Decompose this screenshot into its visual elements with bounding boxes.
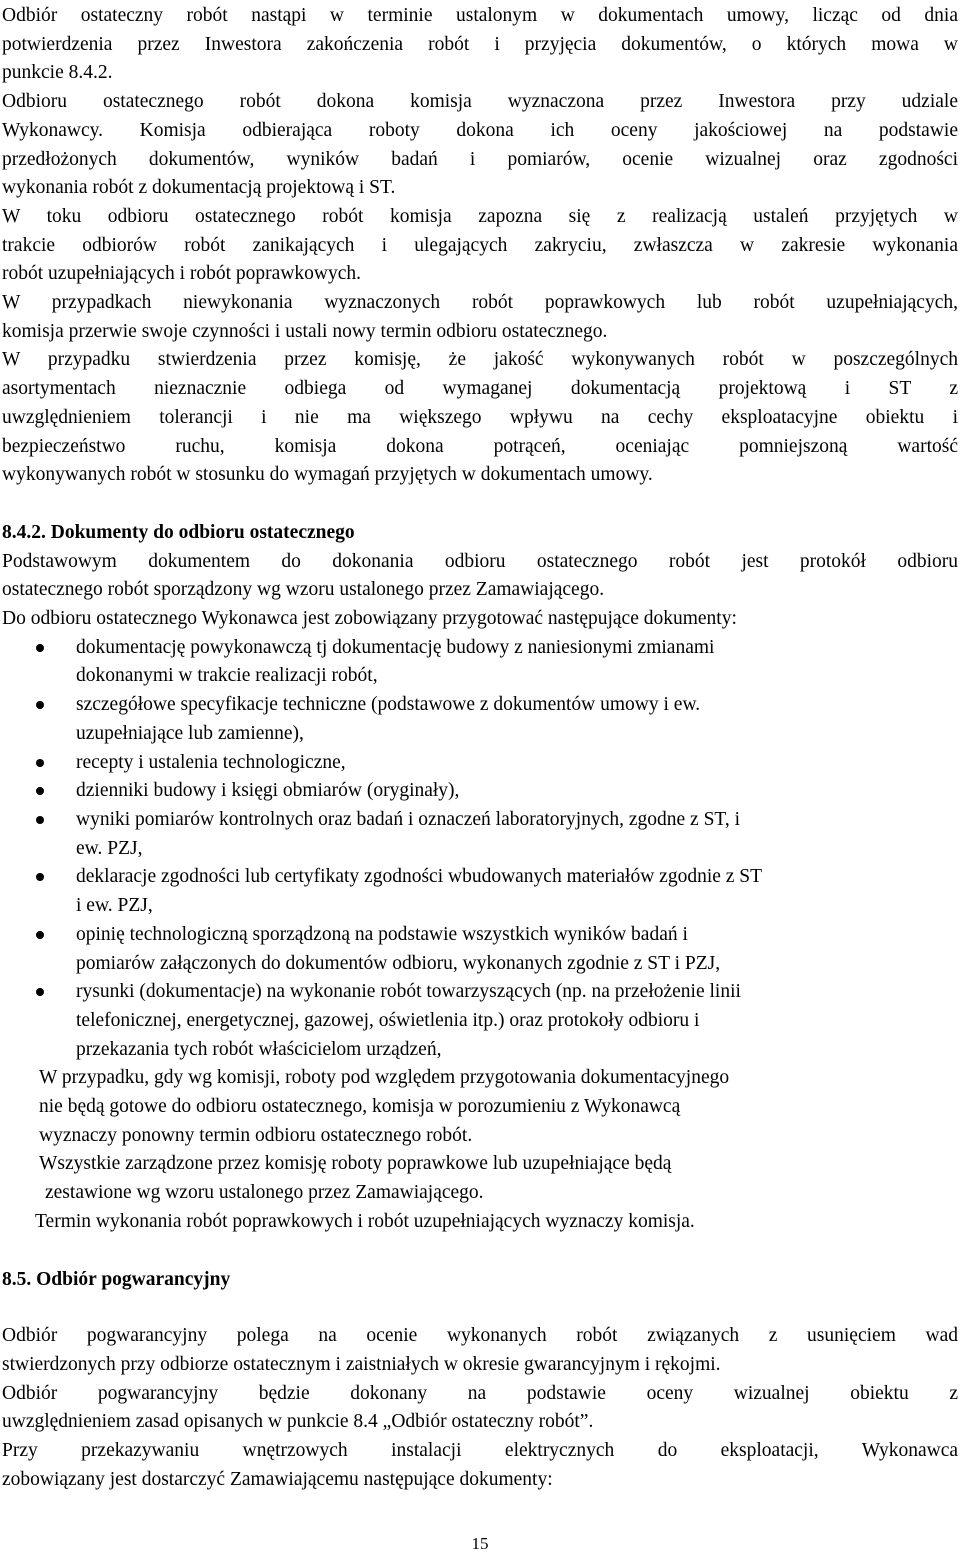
text-line: punkcie 8.4.2.	[2, 62, 113, 84]
paragraph-pogwarancyjny-1	[2, 1322, 958, 1379]
text-line: W przypadku, gdy wg komisji, roboty pod względem przygotowania dokumentacyjnego	[39, 1067, 730, 1089]
text-line: uwzględnieniem tolerancji i nie ma większego wpływu na cechy eksploatacyjne obiektu i	[2, 406, 958, 428]
top-paragraphs	[2, 0, 958, 490]
text-line: W toku odbioru ostatecznego robót komisja zapozna się z realizacją ustaleń przyjętych w	[2, 205, 958, 227]
text-line: i ew. PZJ,	[76, 895, 153, 917]
paragraph-w-toku	[2, 203, 958, 289]
text-line: zobowiązany jest dostarczyć Zamawiającemu następujące dokumenty:	[2, 1468, 553, 1490]
text-line: W przypadku stwierdzenia przez komisję, że jakość wykonywanych robót w poszczególnych	[2, 349, 958, 371]
text-line: potwierdzenia przez Inwestora zakończenia robót i przyjęcia dokumentów, o których mowa w	[2, 33, 958, 55]
section-heading	[2, 1266, 958, 1295]
bullet-icon	[36, 931, 44, 939]
text-line: Wszystkie zarządzone przez komisję roboty poprawkowe lub uzupełniające będą	[39, 1153, 672, 1175]
bullet-icon	[36, 787, 44, 795]
spacer	[2, 1294, 958, 1322]
text-line: trakcie odbiorów robót zanikających i ulegających zakryciu, zwłaszcza w zakresie wykonania	[2, 234, 958, 256]
text-line: uzupełniające lub zamienne),	[76, 722, 304, 744]
paragraph-stwierdzenia	[2, 346, 958, 490]
text-line: deklaracje zgodności lub certyfikaty zgodności wbudowanych materiałów zgodnie z ST	[76, 866, 763, 888]
text-line: robót uzupełniających i robót poprawkowych.	[2, 263, 362, 285]
bullet-icon	[36, 644, 44, 652]
list-item	[2, 691, 958, 748]
text-line: zestawione wg wzoru ustalonego przez Zamawiającego.	[45, 1182, 484, 1204]
text-line: asortymentach nieznacznie odbiega od wymaganej dokumentacją projektową i ST z	[2, 378, 958, 400]
text-line: dzienniki budowy i księgi obmiarów (oryginały),	[76, 780, 460, 802]
section-8-5	[2, 1266, 958, 1495]
text-line: wyniki pomiarów kontrolnych oraz badań i oznaczeń laboratoryjnych, zgodne z ST, i	[76, 808, 741, 830]
text-line: Przy przekazywaniu wnętrzowych instalacji elektrycznych do eksploatacji, Wykonawca	[2, 1440, 958, 1462]
text-line: Odbiór ostateczny robót nastąpi w terminie ustalonym w dokumentach umowy, licząc od dnia	[2, 5, 958, 26]
paragraph-protokol	[2, 548, 958, 605]
list-item	[2, 806, 958, 863]
bullet-icon	[36, 759, 44, 767]
list-item	[2, 863, 958, 920]
text-line: nie będą gotowe do odbioru ostatecznego, komisja w porozumieniu z Wykonawcą	[39, 1096, 681, 1118]
text-line: recepty i ustalenia technologiczne,	[76, 751, 346, 773]
text-line: Odbiór pogwarancyjny będzie dokonany na podstawie oceny wizualnej obiektu z	[2, 1382, 958, 1404]
bullet-icon	[36, 988, 44, 996]
section-number: 8.5.	[2, 1268, 32, 1290]
text-line: Odbiór pogwarancyjny polega na ocenie wykonanych robót związanych z usunięciem wad	[2, 1325, 958, 1347]
text-line: opinię technologiczną sporządzoną na podstawie wszystkich wyników badań i	[76, 923, 688, 945]
paragraph-przekazywanie	[2, 1437, 958, 1494]
text-line: telefonicznej, energetycznej, gazowej, oświetlenia itp.) oraz protokoły odbioru i	[76, 1009, 700, 1031]
text-line: uwzględnieniem zasad opisanych w punkcie 8.4 „Odbiór ostateczny robót”.	[2, 1411, 594, 1433]
list-item	[2, 777, 958, 806]
paragraph-w-przypadku-gdy	[2, 1064, 958, 1150]
text-line: wykonywanych robót w stosunku do wymagań przyjętych w dokumentach umowy.	[2, 464, 653, 486]
list-item	[2, 634, 958, 691]
text-line: pomiarów załączonych do dokumentów odbioru, wykonanych zgodnie z ST i PZJ,	[76, 952, 721, 974]
paragraph-pogwarancyjny-2	[2, 1380, 958, 1437]
section-heading	[2, 519, 958, 548]
section-title: Dokumenty do odbioru ostatecznego	[50, 521, 355, 543]
text-line: rysunki (dokumentacje) na wykonanie robót towarzyszących (np. na przełożenie linii	[76, 981, 741, 1003]
text-line: wykonania robót z dokumentacją projektową i ST.	[2, 177, 396, 199]
list-item	[2, 921, 958, 978]
page-number: 15	[471, 1534, 489, 1553]
text-line: szczegółowe specyfikacje techniczne (podstawowe z dokumentów umowy i ew.	[76, 694, 701, 716]
paragraph-odbior-ostateczny	[2, 2, 958, 88]
text-line: dokonanymi w trakcie realizacji robót,	[76, 665, 378, 687]
section-title: Odbiór pogwarancyjny	[36, 1268, 231, 1290]
text-line: komisja przerwie swoje czynności i ustali nowy termin odbioru ostatecznego.	[2, 320, 608, 342]
bullet-icon	[36, 873, 44, 881]
bullet-icon	[36, 701, 44, 709]
text-line: Wykonawcy. Komisja odbierająca roboty dokona ich oceny jakościowej na podstawie	[2, 119, 958, 141]
text-line: bezpieczeństwo ruchu, komisja dokona potrąceń, oceniając pomniejszoną wartość	[2, 435, 958, 457]
text-line: przedłożonych dokumentów, wyników badań i pomiarów, ocenie wizualnej oraz zgodności	[2, 148, 958, 170]
text-line: ostatecznego robót sporządzony wg wzoru ustalonego przez Zamawiającego.	[2, 579, 605, 601]
paragraph-niewykonania	[2, 289, 958, 346]
text-line: stwierdzonych przy odbiorze ostatecznym i zaistniałych w okresie gwarancyjnym i rękojmi.	[2, 1353, 721, 1375]
section-8-4-2	[2, 519, 958, 1237]
section-number: 8.4.2.	[2, 521, 46, 543]
text-line: Podstawowym dokumentem do dokonania odbioru ostatecznego robót jest protokół odbioru	[2, 550, 958, 572]
paragraph-termin: Termin wykonania robót poprawkowych i robót uzupełniających wyznaczy komisja.	[35, 1210, 695, 1232]
paragraph-wszystkie	[2, 1150, 958, 1207]
bullet-icon	[36, 816, 44, 824]
paragraph-dokumenty-intro: Do odbioru ostatecznego Wykonawca jest zobowiązany przygotować następujące dokumenty:	[2, 608, 737, 630]
documents-list	[2, 634, 958, 1065]
text-line: Odbioru ostatecznego robót dokona komisja wyznaczona przez Inwestora przy udziale	[2, 91, 958, 113]
text-line: ew. PZJ,	[76, 837, 143, 859]
text-line: przekazania tych robót właścicielom urządzeń,	[76, 1038, 442, 1060]
paragraph-komisja	[2, 88, 958, 203]
text-line: wyznaczy ponowny termin odbioru ostatecznego robót.	[39, 1124, 473, 1146]
list-item	[2, 749, 958, 778]
text-line: W przypadkach niewykonania wyznaczonych robót poprawkowych lub robót uzupełniających,	[2, 292, 958, 314]
text-line: dokumentację powykonawczą tj dokumentację budowy z naniesionymi zmianami	[76, 636, 715, 658]
list-item	[2, 978, 958, 1064]
